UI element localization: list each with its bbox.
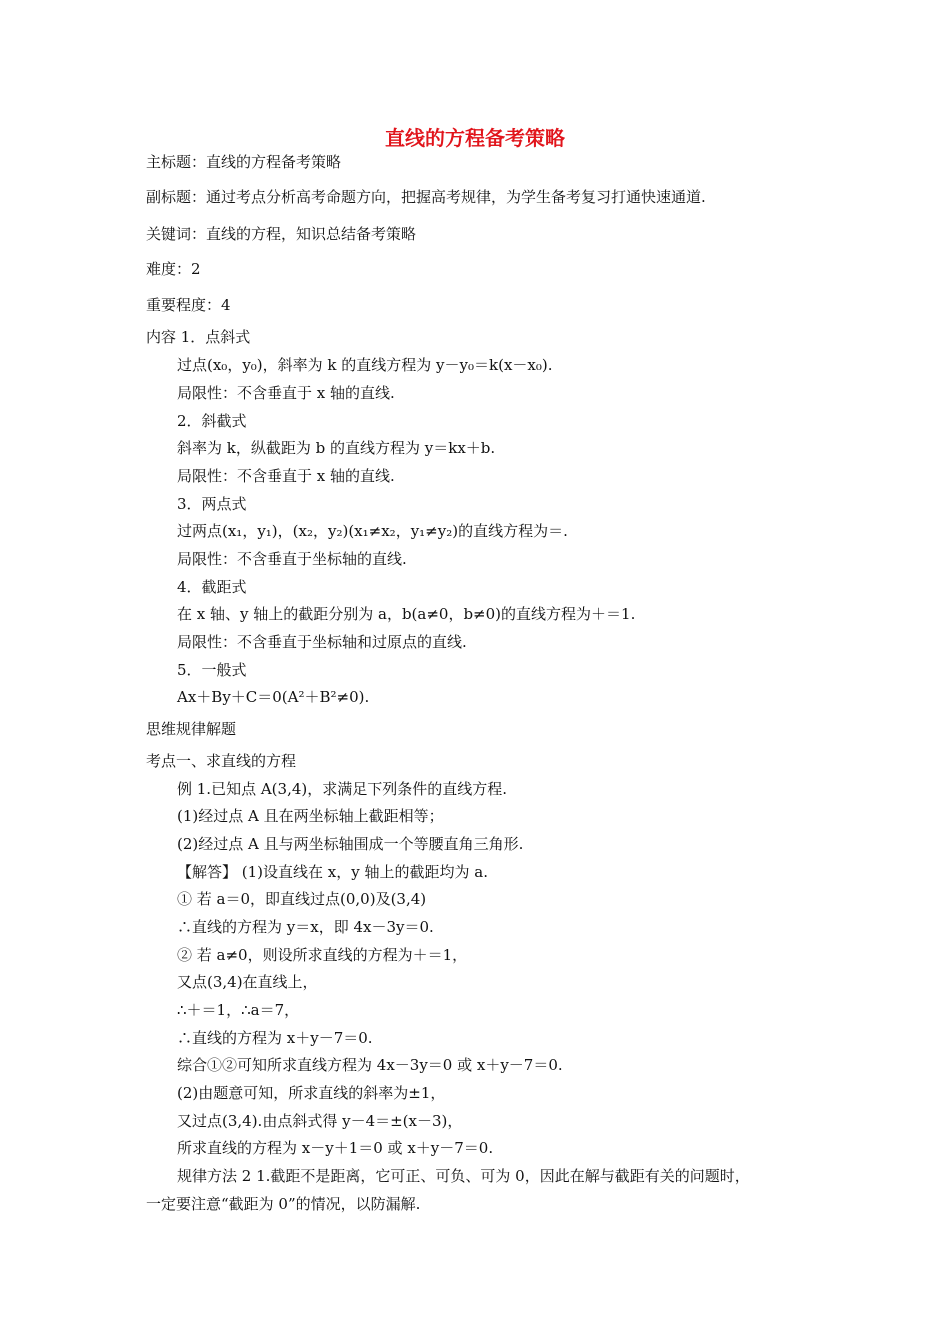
- content-5-heading: 5．一般式: [177, 661, 247, 679]
- content-3-limit: 局限性：不含垂直于坐标轴的直线.: [177, 550, 407, 568]
- content-2-heading: 2．斜截式: [177, 412, 247, 430]
- content-1-heading: 内容 1．点斜式: [146, 328, 251, 346]
- answer-line-5: 又点(3,4)在直线上，: [177, 973, 318, 991]
- answer-line-2: ① 若 a＝0，即直线过点(0,0)及(3,4): [177, 890, 427, 908]
- answer-line-6: ∴＋＝1，∴a＝7，: [177, 1001, 300, 1019]
- content-3-heading: 3．两点式: [177, 495, 247, 513]
- content-2-formula: 斜率为 k，纵截距为 b 的直线方程为 y＝kx＋b.: [177, 439, 496, 457]
- answer-line-7: ∴直线的方程为 x＋y－7＝0.: [177, 1029, 373, 1047]
- answer-line-10: 又过点(3,4).由点斜式得 y－4＝±(x－3)，: [177, 1112, 463, 1130]
- difficulty-line: 难度：2: [146, 260, 201, 278]
- answer-line-1: 【解答】 (1)设直线在 x，y 轴上的截距均为 a.: [177, 863, 488, 881]
- answer-line-9: (2)由题意可知，所求直线的斜率为±1，: [177, 1084, 446, 1102]
- importance-line: 重要程度：4: [146, 296, 231, 314]
- content-1-limit: 局限性：不含垂直于 x 轴的直线.: [177, 384, 395, 402]
- content-1-formula: 过点(x₀，y₀)，斜率为 k 的直线方程为 y－y₀＝k(x－x₀).: [177, 356, 553, 374]
- example-subquestion-1: (1)经过点 A 且在两坐标轴上截距相等；: [177, 807, 444, 825]
- keywords-line: 关键词：直线的方程，知识总结备考策略: [146, 225, 417, 243]
- answer-line-4: ② 若 a≠0，则设所求直线的方程为＋＝1，: [177, 946, 468, 964]
- content-4-heading: 4．截距式: [177, 578, 247, 596]
- page-title: 直线的方程备考策略: [385, 126, 565, 150]
- example-question: 例 1.已知点 A(3,4)，求满足下列条件的直线方程.: [177, 780, 508, 798]
- content-3-formula: 过两点(x₁，y₁)，(x₂，y₂)(x₁≠x₂，y₁≠y₂)的直线方程为＝.: [177, 522, 568, 540]
- answer-line-3: ∴直线的方程为 y＝x，即 4x－3y＝0.: [177, 918, 434, 936]
- section-point-1: 考点一、求直线的方程: [146, 752, 297, 770]
- section-thinking: 思维规律解题: [146, 720, 237, 738]
- content-4-formula: 在 x 轴、y 轴上的截距分别为 a，b(a≠0，b≠0)的直线方程为＋＝1.: [177, 605, 636, 623]
- answer-line-11: 所求直线的方程为 x－y＋1＝0 或 x＋y－7＝0.: [177, 1139, 494, 1157]
- content-4-limit: 局限性：不含垂直于坐标轴和过原点的直线.: [177, 633, 467, 651]
- method-line-2: 一定要注意“截距为 0”的情况，以防漏解.: [146, 1195, 421, 1213]
- method-line-1: 规律方法 2 1.截距不是距离，它可正、可负、可为 0，因此在解与截距有关的问题时，: [177, 1167, 750, 1185]
- example-subquestion-2: (2)经过点 A 且与两坐标轴围成一个等腰直角三角形.: [177, 835, 524, 853]
- main-title-line: 主标题：直线的方程备考策略: [146, 153, 342, 171]
- answer-line-8: 综合①②可知所求直线方程为 4x－3y＝0 或 x＋y－7＝0.: [177, 1056, 563, 1074]
- content-5-formula: Ax＋By＋C＝0(A²＋B²≠0).: [177, 688, 370, 706]
- subtitle-line: 副标题：通过考点分析高考命题方向，把握高考规律，为学生备考复习打通快速通道.: [146, 188, 706, 206]
- content-2-limit: 局限性：不含垂直于 x 轴的直线.: [177, 467, 395, 485]
